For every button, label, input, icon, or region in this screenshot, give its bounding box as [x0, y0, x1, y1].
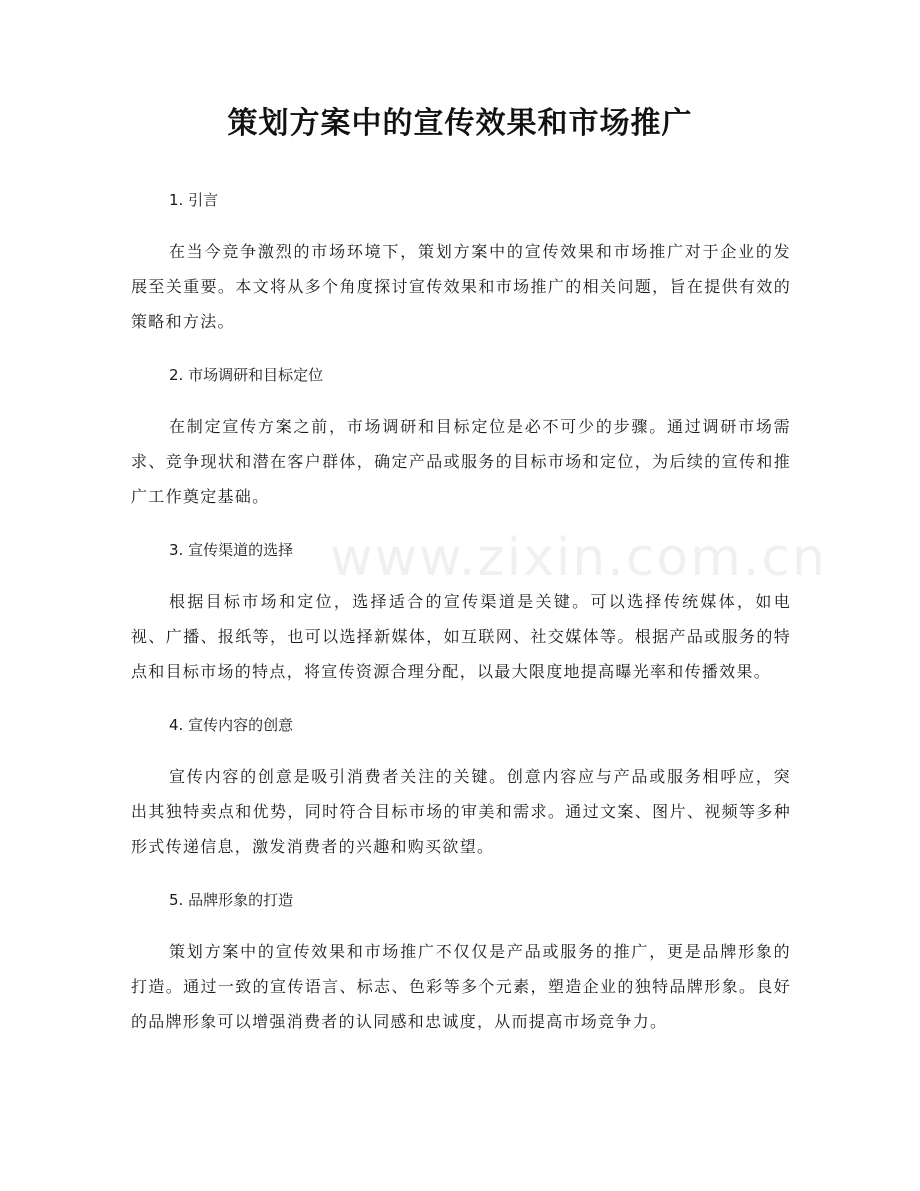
section-market-research [131, 361, 791, 514]
section-paragraph: 根据目标市场和定位，选择适合的宣传渠道是关键。可以选择传统媒体，如电视、广播、报纸等，也可以选择新媒体，如互联网、社交媒体等。根据产品或服务的特点和目标市场的特点，将宣传资源合理分配，以最大限度地提高曝光率和传播效果。 [131, 592, 791, 681]
section-heading: 2. 市场调研和目标定位 [169, 366, 324, 384]
section-paragraph: 策划方案中的宣传效果和市场推广不仅仅是产品或服务的推广，更是品牌形象的打造。通过一致的宣传语言、标志、色彩等多个元素，塑造企业的独特品牌形象。良好的品牌形象可以增强消费者的认同感和忠诚度，从而提高市场竞争力。 [131, 942, 791, 1031]
section-heading: 3. 宣传渠道的选择 [169, 541, 294, 559]
section-heading: 4. 宣传内容的创意 [169, 716, 294, 734]
section-paragraph: 在制定宣传方案之前，市场调研和目标定位是必不可少的步骤。通过调研市场需求、竞争现状和潜在客户群体，确定产品或服务的目标市场和定位，为后续的宣传和推广工作奠定基础。 [131, 417, 791, 506]
section-brand-image [131, 886, 791, 1039]
section-heading: 5. 品牌形象的打造 [169, 891, 294, 909]
section-channel-selection [131, 536, 791, 689]
section-paragraph: 在当今竞争激烈的市场环境下，策划方案中的宣传效果和市场推广对于企业的发展至关重要。本文将从多个角度探讨宣传效果和市场推广的相关问题，旨在提供有效的策略和方法。 [131, 242, 791, 331]
document-title: 策划方案中的宣传效果和市场推广 [227, 106, 693, 141]
section-paragraph: 宣传内容的创意是吸引消费者关注的关键。创意内容应与产品或服务相呼应，突出其独特卖点和优势，同时符合目标市场的审美和需求。通过文案、图片、视频等多种形式传递信息，激发消费者的兴趣和购买欲望。 [131, 767, 791, 856]
watermark: www.zixin.com.cn [330, 528, 827, 588]
section-heading: 1. 引言 [169, 191, 219, 209]
section-content-creativity [131, 711, 791, 864]
document-body [131, 186, 791, 1039]
section-introduction [131, 186, 791, 339]
